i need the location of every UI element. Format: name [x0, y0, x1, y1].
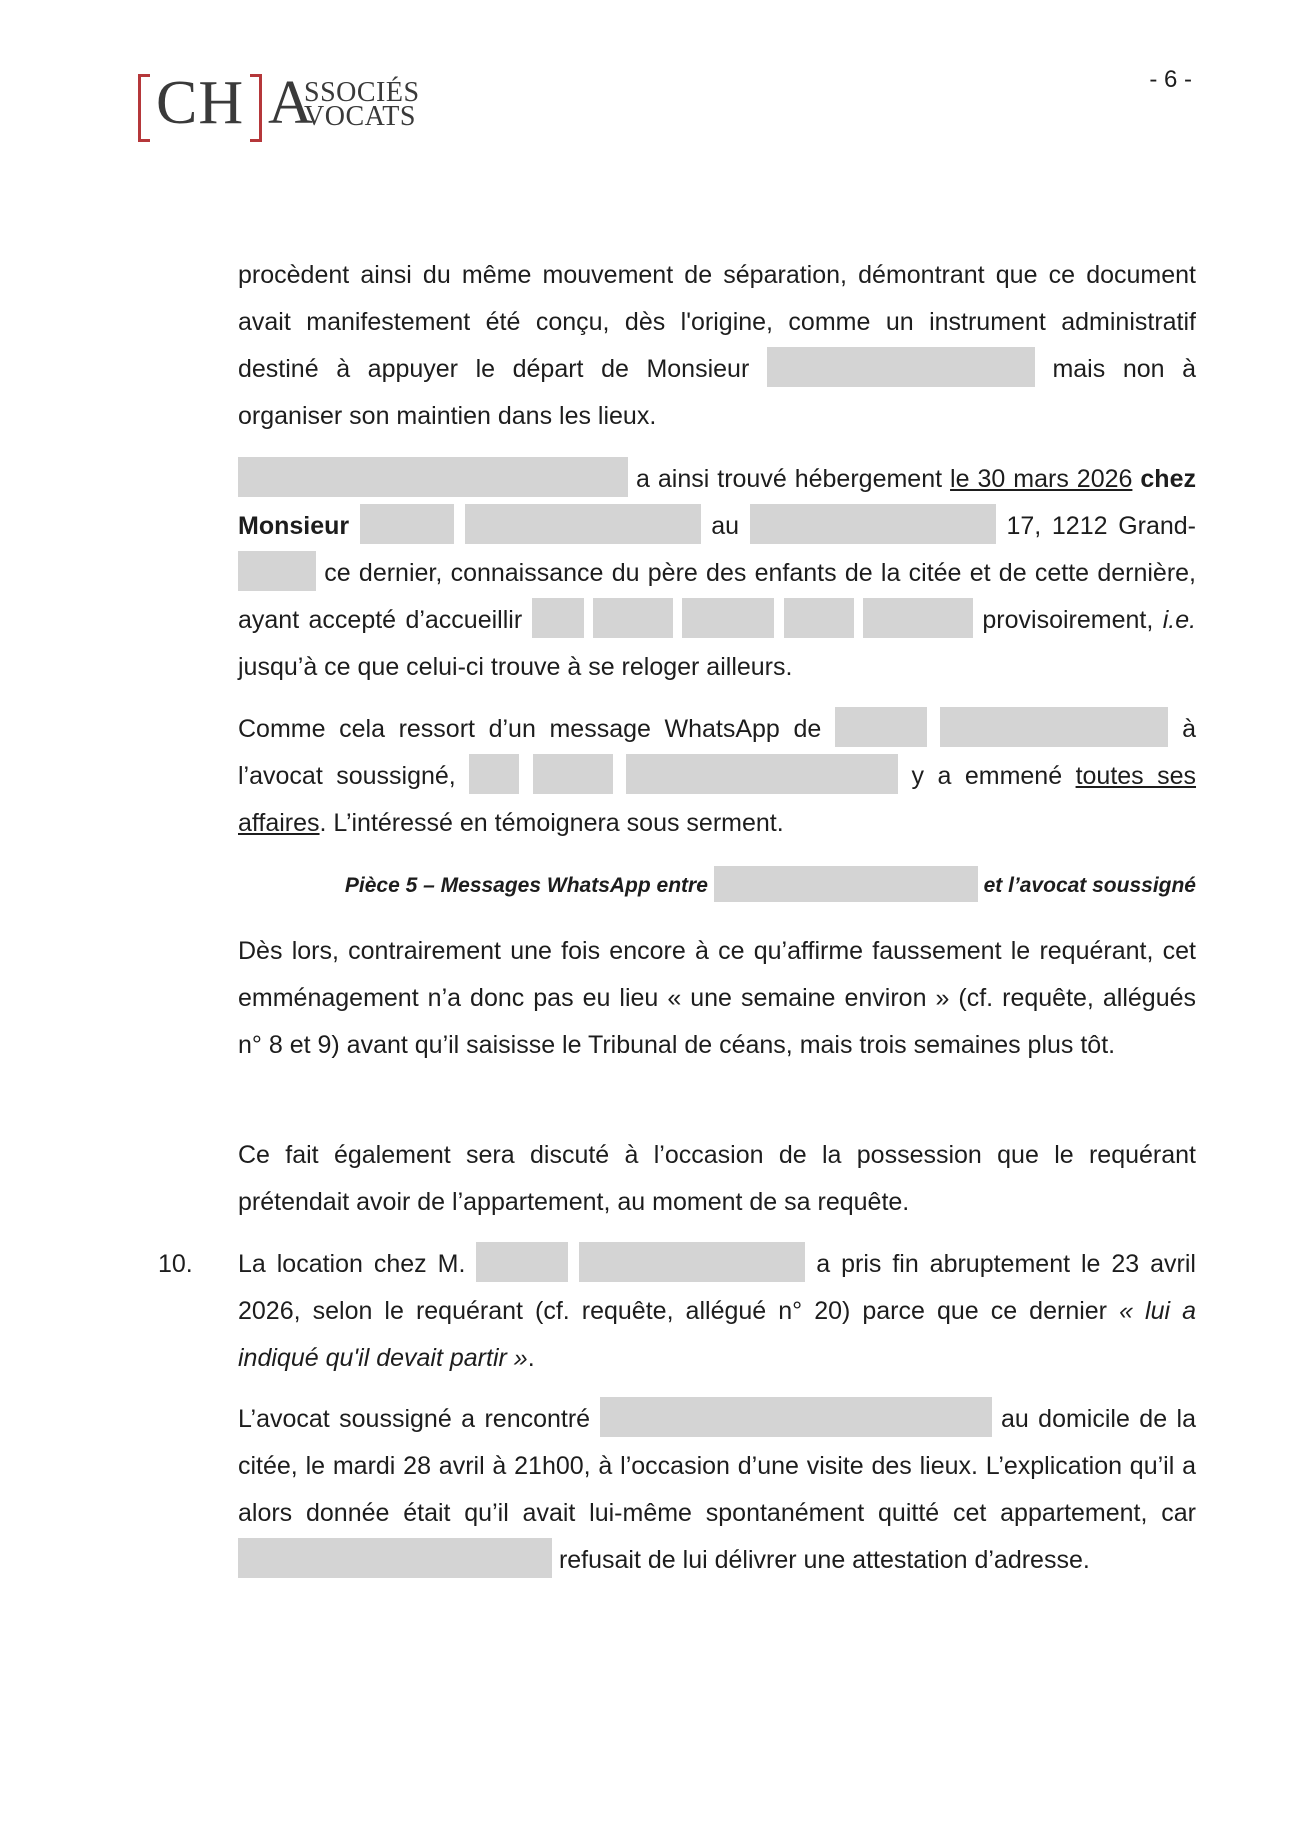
redaction: [863, 598, 973, 638]
paragraph-7: L’avocat soussigné a rencontré au domicile de la citée, le mardi 28 avril à 21h00, à l’occasion d’une visite des lieux. L’explication qu’il a alors donnée était qu’il avait lui-même spontanément quitté cet appartement, car refusait de lui délivrer une attestation d’adresse.: [238, 1396, 1196, 1584]
redaction: [626, 754, 898, 794]
redaction: [238, 457, 628, 497]
redaction: [579, 1242, 805, 1282]
paragraph-1: procèdent ainsi du même mouvement de séparation, démontrant que ce document avait manifestement été conçu, dès l'origine, comme un instrument administratif destiné à appuyer le départ de Monsieur mais non à organiser son maintien dans les lieux.: [238, 261, 1197, 430]
paragraph-item-10: La location chez M. a pris fin abruptement le 23 avril 2026, selon le requérant (cf. requête, allégué n° 20) parce que ce dernier « lui a indiqué qu'il devait partir ».: [238, 1241, 1196, 1382]
redaction: [750, 504, 996, 544]
redaction: [784, 598, 854, 638]
item-number: 10.: [158, 1250, 193, 1278]
paragraph-2: a ainsi trouvé hébergement le 30 mars 2026 chez Monsieur au 17, 1212 Grand- ce dernier, connaissance du père des enfants de la citée et de cette dernière, ayant accepté d’accueillir provisoirement, i.e. jusqu’à ce que celui-ci trouve à se reloger ailleurs.: [238, 456, 1196, 691]
logo-a: A: [268, 69, 313, 137]
redaction: [360, 504, 454, 544]
redaction: [238, 551, 316, 591]
logo-associes: SSOCIÉS: [304, 77, 420, 108]
redaction: [835, 707, 927, 747]
logo-ch: CH: [156, 69, 245, 137]
redaction: [767, 347, 1035, 387]
redaction: [714, 866, 978, 902]
redaction: [600, 1397, 992, 1437]
exhibit-caption: Pièce 5 – Messages WhatsApp entre et l’avocat soussigné: [238, 866, 1196, 906]
page-number: - 6 -: [1149, 66, 1192, 93]
redaction: [533, 754, 613, 794]
redaction: [238, 1538, 552, 1578]
firm-logo: [138, 70, 438, 140]
paragraph-5: Ce fait également sera discuté à l’occasion de la possession que le requérant prétendait avoir de l’appartement, au moment de sa requête.: [238, 1141, 1196, 1216]
paragraph-4: Dès lors, contrairement une fois encore à ce qu’affirme faussement le requérant, cet emménagement n’a donc pas eu lieu « une semaine environ » (cf. requête, allégués n° 8 et 9) avant qu’il saisisse le Tribunal de céans, mais trois semaines plus tôt.: [238, 937, 1196, 1059]
redaction: [465, 504, 701, 544]
logo-right-bracket: [250, 74, 262, 142]
logo-avocats: VOCATS: [304, 101, 416, 132]
redaction: [476, 1242, 568, 1282]
redaction: [469, 754, 519, 794]
paragraph-3: Comme cela ressort d’un message WhatsApp de à l’avocat soussigné, y a emmené toutes ses affaires. L’intéressé en témoignera sous serment.: [238, 706, 1196, 847]
logo-left-bracket: [138, 74, 150, 142]
redaction: [682, 598, 774, 638]
redaction: [593, 598, 673, 638]
redaction: [940, 707, 1168, 747]
redaction: [532, 598, 584, 638]
